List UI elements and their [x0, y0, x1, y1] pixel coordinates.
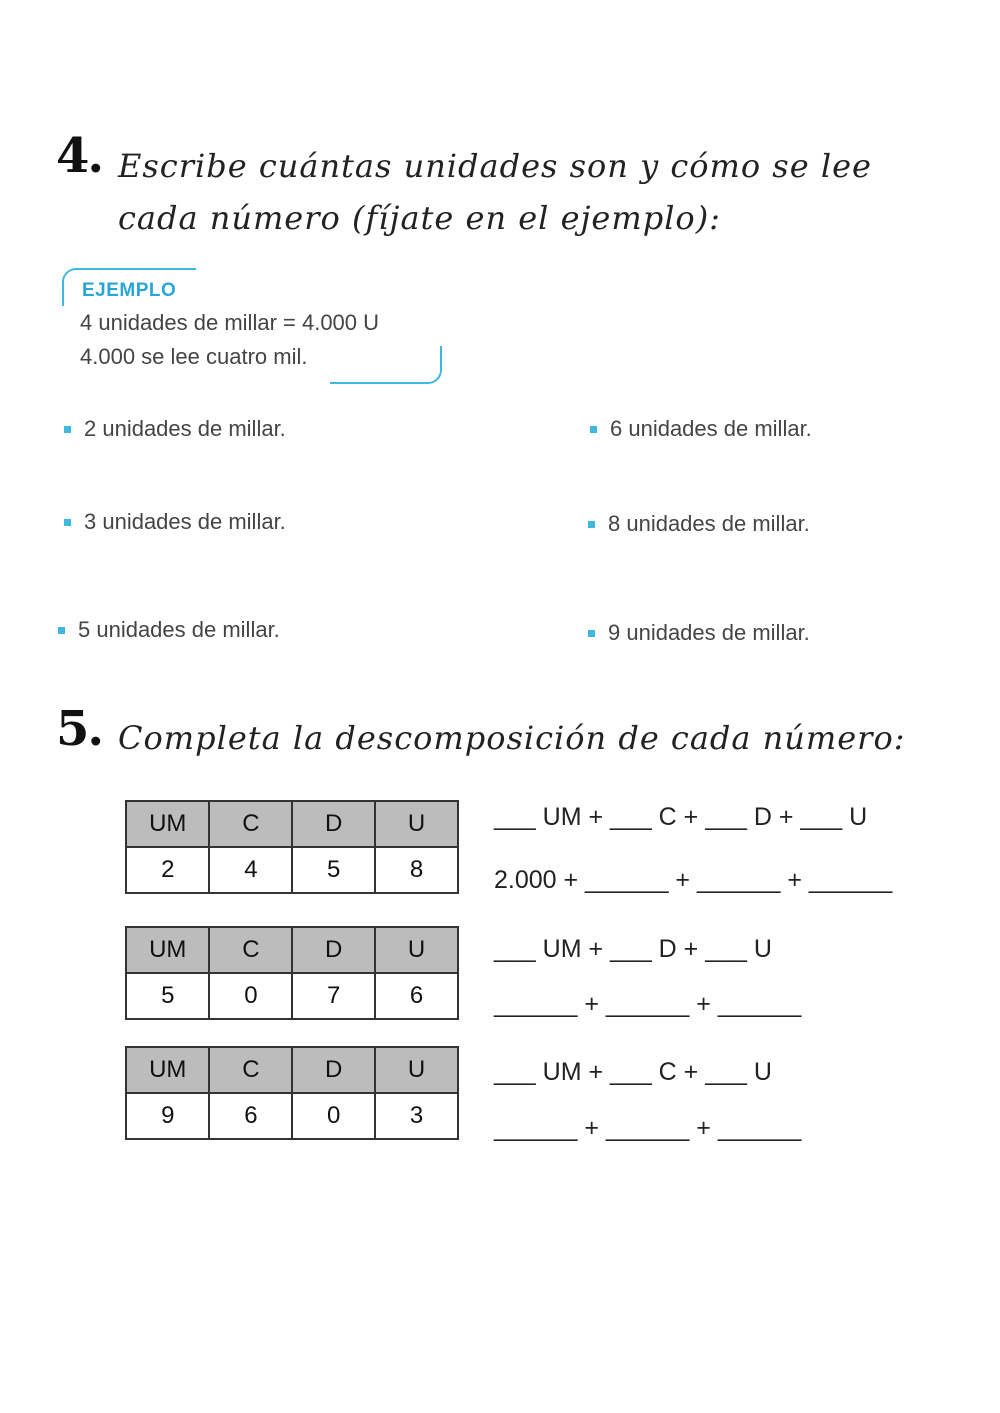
digit-u: 3	[375, 1093, 458, 1139]
decomposition-line[interactable]: ___ UM + ___ D + ___ U	[494, 935, 772, 963]
digit-d: 5	[292, 847, 375, 893]
example-line-2: 4.000 se lee cuatro mil.	[80, 344, 308, 369]
header-um: UM	[126, 801, 209, 847]
decomposition-line[interactable]: ______ + ______ + ______	[494, 990, 802, 1018]
list-item-text: 5 unidades de millar.	[78, 617, 280, 642]
list-item	[58, 617, 280, 643]
bullet-icon	[58, 627, 65, 634]
digit-c: 0	[209, 973, 292, 1019]
list-item-text: 2 unidades de millar.	[84, 416, 286, 441]
digit-um: 5	[126, 973, 209, 1019]
header-u: U	[375, 1047, 458, 1093]
header-um: UM	[126, 1047, 209, 1093]
header-c: C	[209, 1047, 292, 1093]
example-label: EJEMPLO	[82, 280, 177, 301]
header-d: D	[292, 1047, 375, 1093]
bullet-icon	[64, 426, 71, 433]
exercise-5-title: Completa la descomposición de cada número:	[118, 719, 906, 757]
header-c: C	[209, 927, 292, 973]
bullet-icon	[588, 630, 595, 637]
exercise-5-number: 5.	[56, 701, 103, 757]
digit-c: 6	[209, 1093, 292, 1139]
place-value-table	[125, 1046, 459, 1140]
list-item	[64, 509, 286, 535]
list-item-text: 6 unidades de millar.	[610, 416, 812, 441]
example-line-1: 4 unidades de millar = 4.000 U	[80, 310, 380, 335]
exercise-4-title-line2: cada número (fíjate en el ejemplo):	[118, 199, 721, 237]
digit-um: 9	[126, 1093, 209, 1139]
example-box	[62, 268, 442, 384]
exercise-4-title-line1: Escribe cuántas unidades son y cómo se lee	[118, 147, 872, 185]
header-c: C	[209, 801, 292, 847]
place-value-table	[125, 926, 459, 1020]
header-d: D	[292, 927, 375, 973]
digit-um: 2	[126, 847, 209, 893]
digit-c: 4	[209, 847, 292, 893]
list-item	[588, 620, 810, 646]
example-frame-bottom-right	[330, 346, 442, 384]
digit-d: 0	[292, 1093, 375, 1139]
decomposition-line[interactable]: ___ UM + ___ C + ___ D + ___ U	[494, 803, 868, 831]
place-value-table	[125, 800, 459, 894]
digit-d: 7	[292, 973, 375, 1019]
list-item	[64, 416, 286, 442]
header-u: U	[375, 801, 458, 847]
digit-u: 8	[375, 847, 458, 893]
decomposition-line[interactable]: ___ UM + ___ C + ___ U	[494, 1058, 772, 1086]
list-item	[590, 416, 812, 442]
list-item-text: 3 unidades de millar.	[84, 509, 286, 534]
list-item-text: 8 unidades de millar.	[608, 511, 810, 536]
list-item-text: 9 unidades de millar.	[608, 620, 810, 645]
decomposition-line[interactable]: 2.000 + ______ + ______ + ______	[494, 866, 893, 894]
bullet-icon	[588, 521, 595, 528]
list-item	[588, 511, 810, 537]
decomposition-line[interactable]: ______ + ______ + ______	[494, 1114, 802, 1142]
bullet-icon	[590, 426, 597, 433]
header-u: U	[375, 927, 458, 973]
exercise-4-number: 4.	[56, 128, 103, 184]
bullet-icon	[64, 519, 71, 526]
header-um: UM	[126, 927, 209, 973]
digit-u: 6	[375, 973, 458, 1019]
header-d: D	[292, 801, 375, 847]
